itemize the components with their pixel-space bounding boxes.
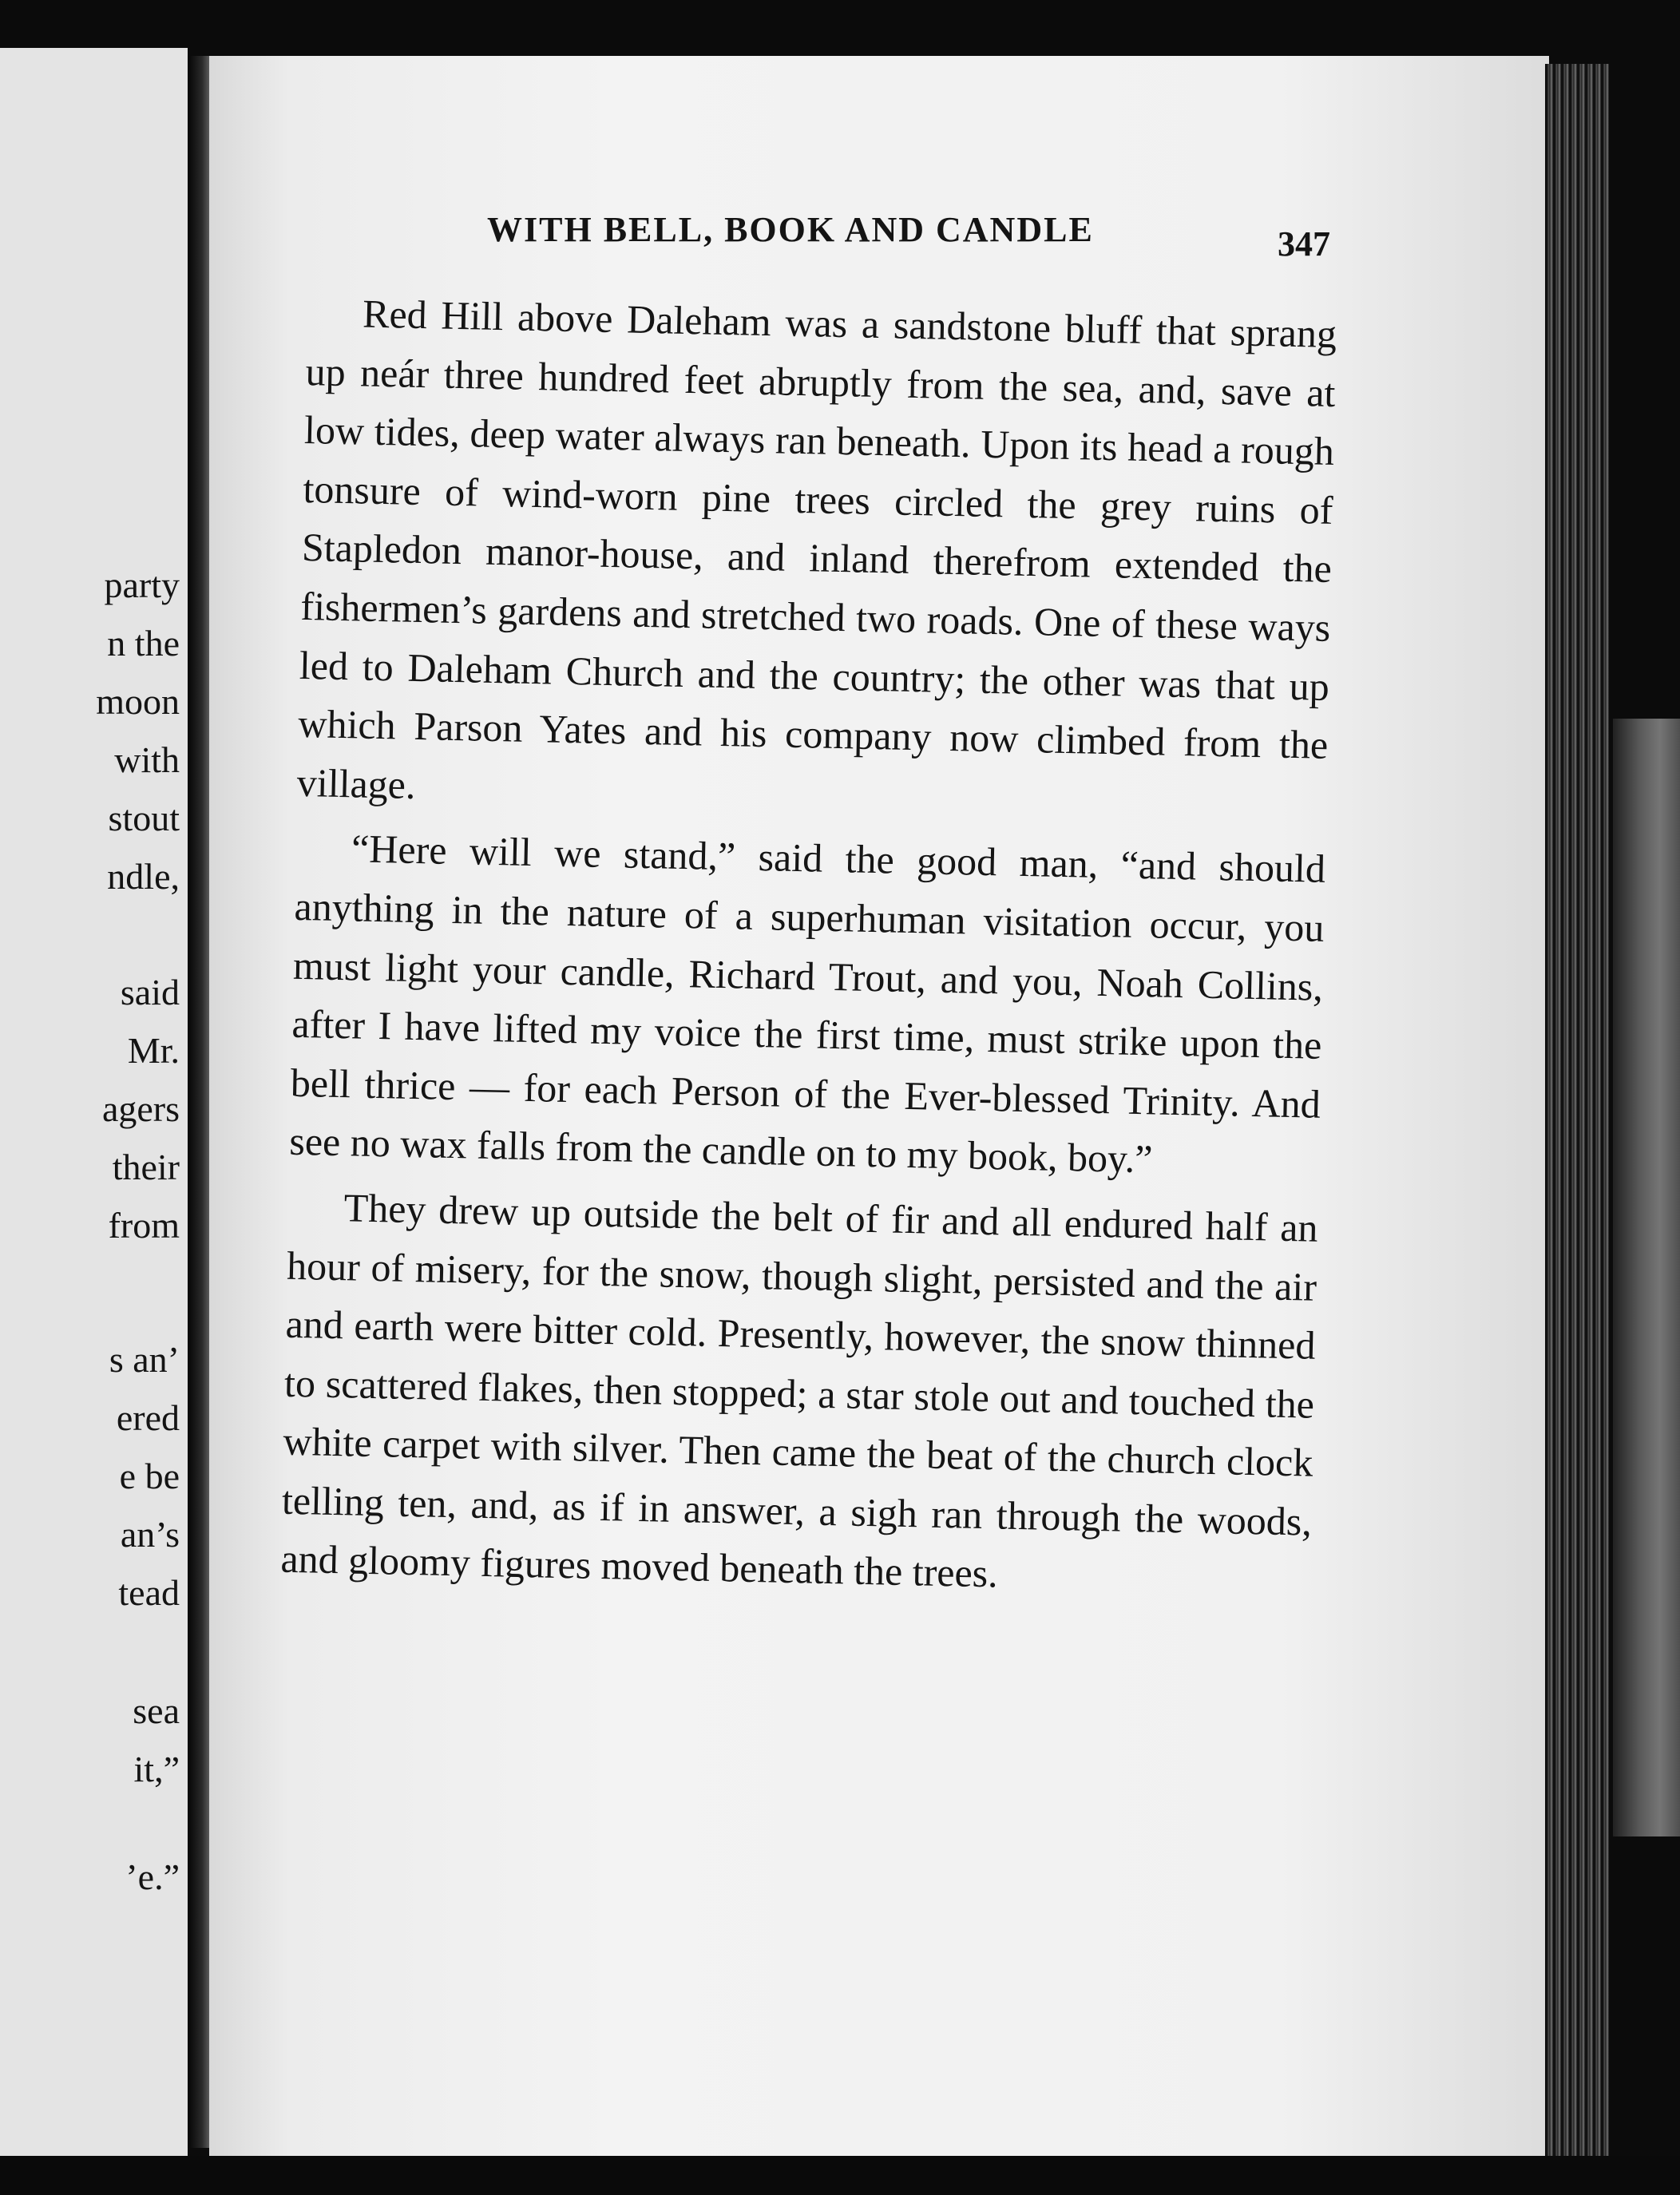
left-line: ndle, [107, 856, 180, 897]
left-line: n the [107, 623, 180, 664]
left-line: with [114, 739, 180, 780]
left-line: it,” [133, 1749, 180, 1789]
left-line: tead [118, 1572, 180, 1613]
left-line: their [112, 1147, 180, 1187]
paragraph: “Here will we stand,” said the good man, “and should anything in the nature of a superhuman visitation occur, you must light your candle, Richard Trout, and you, Noah Collins, after I have lifted my voice the first time, must strike upon the bell thrice — for each Person of the Ever-blessed Trinity. And see no wax falls from the candle on to my book, boy.” [288, 826, 1326, 1182]
left-line: Mr. [127, 1030, 180, 1071]
left-page-fragment [0, 48, 188, 2156]
paragraph: They drew up outside the belt of fir and all endured half an hour of misery, for the snow, though slight, persisted and the air and earth were bitter cold. Presently, however, the snow thinned to scattered flakes, then stopped; a star stole out and touched the white carpet with silver. Then came the beat of the church clock telling ten, and, as if in answer, a sigh ran through the woods, and gloomy figures moved beneath the trees. [279, 1185, 1319, 1596]
fore-edge [1545, 64, 1609, 2156]
left-line: an’s [120, 1514, 180, 1555]
left-line: e be [119, 1456, 180, 1496]
left-line: stout [108, 798, 180, 838]
left-line: party [104, 565, 180, 605]
left-line: agers [101, 1088, 180, 1129]
left-line: moon [96, 681, 180, 722]
fore-edge-highlight [1613, 719, 1680, 1836]
left-line: from [108, 1205, 180, 1246]
page-body [280, 283, 1337, 1611]
scan-bottom-border [0, 2156, 1680, 2195]
page-number: 347 [1278, 224, 1330, 263]
left-line: s an’ [109, 1339, 180, 1380]
left-line: ’e.” [125, 1856, 180, 1897]
gutter-shadow [188, 56, 212, 2148]
left-line: ered [116, 1397, 180, 1438]
paragraph: Red Hill above Daleham was a sandstone bluff that sprang up neár three hundred feet abruptly from the sea, and, save at low tides, deep water always ran beneath. Upon its head a rough tonsure of wind-worn pine trees circled the grey ruins of Stapledon manor-house, and inland therefrom extended the fishermen’s gardens and stretched two roads. One of these ways led to Daleham Church and the country; the other was that up which Parson Yates and his company now climbed from the village. [296, 291, 1337, 807]
left-line: said [120, 972, 180, 1012]
left-line: sea [133, 1690, 180, 1731]
running-head: WITH BELL, BOOK AND CANDLE [487, 210, 1094, 249]
